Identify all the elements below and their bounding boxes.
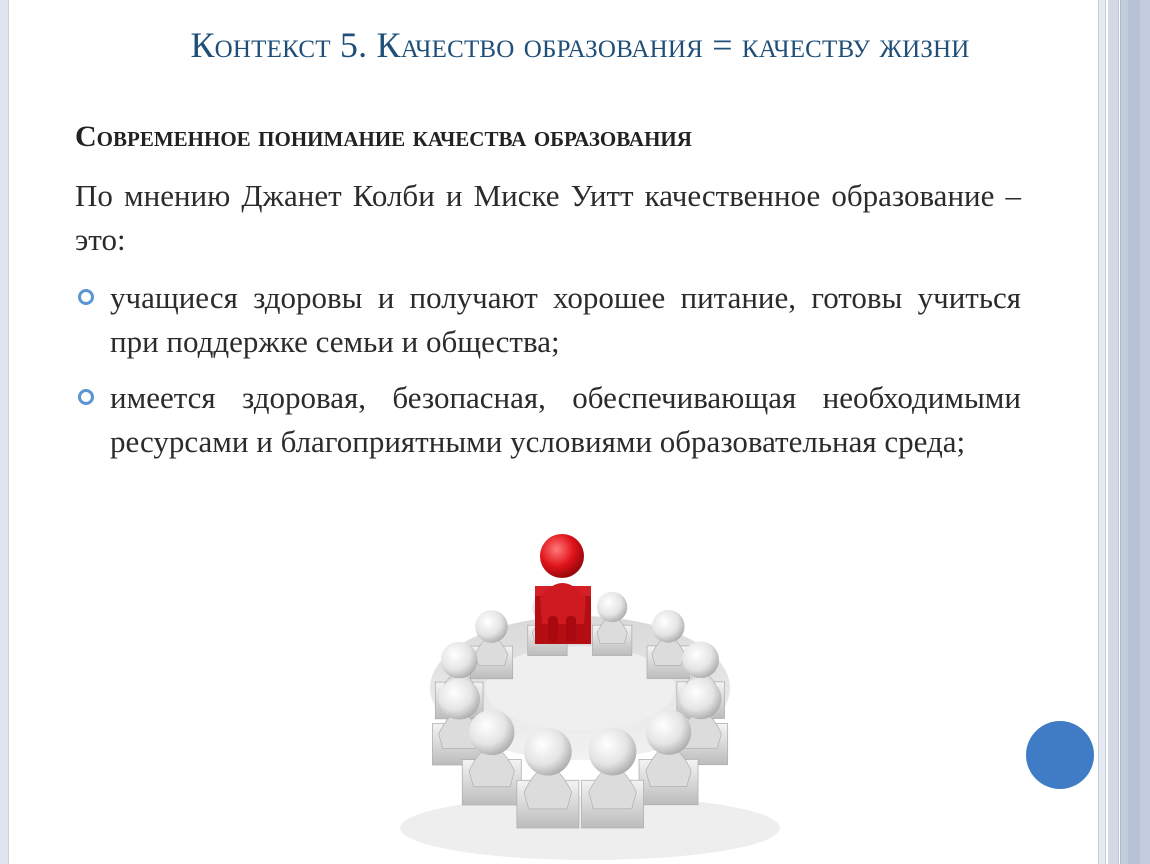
bullet-circle-icon: [78, 289, 94, 305]
bullet-circle-icon: [78, 389, 94, 405]
person-head-icon: [469, 710, 514, 755]
bullet-item: [75, 376, 1021, 464]
decorative-circle: [1026, 721, 1094, 789]
left-frame-stripe: [0, 0, 9, 864]
right-frame-stripe: [1098, 0, 1106, 864]
intro-paragraph: По мнению Джанет Колби и Миске Уитт качественное образование – это:: [75, 178, 1021, 257]
person-head-icon: [680, 678, 721, 719]
red-leader-figure: [535, 534, 591, 644]
person-head-icon: [475, 610, 508, 643]
slide-subtitle: Современное понимание качества образования: [75, 120, 692, 153]
bullet-text: имеется здоровая, безопасная, обеспечивающая необходимыми ресурсами и благоприятными условиями образовательная среда;: [110, 380, 1021, 459]
right-frame-stripe: [1128, 0, 1140, 864]
person-head-icon: [682, 642, 719, 679]
person-head-icon: [441, 642, 478, 679]
person-head-icon: [597, 592, 627, 622]
right-frame-stripe: [1108, 0, 1119, 864]
people-circle-illustration: [390, 528, 790, 864]
slide-title: Контекст 5. Качество образования = качеству жизни: [190, 25, 970, 65]
person-head-icon: [524, 728, 572, 776]
bullet-item: [75, 276, 1021, 364]
seated-person-figure: [582, 728, 644, 828]
bullet-text: учащиеся здоровы и получают хорошее питание, готовы учиться при поддержке семьи и общества;: [110, 280, 1021, 359]
seated-person-figure: [517, 728, 579, 828]
person-head-icon: [652, 610, 685, 643]
person-head-icon: [439, 678, 480, 719]
person-head-icon: [646, 710, 691, 755]
person-head-icon: [589, 728, 637, 776]
